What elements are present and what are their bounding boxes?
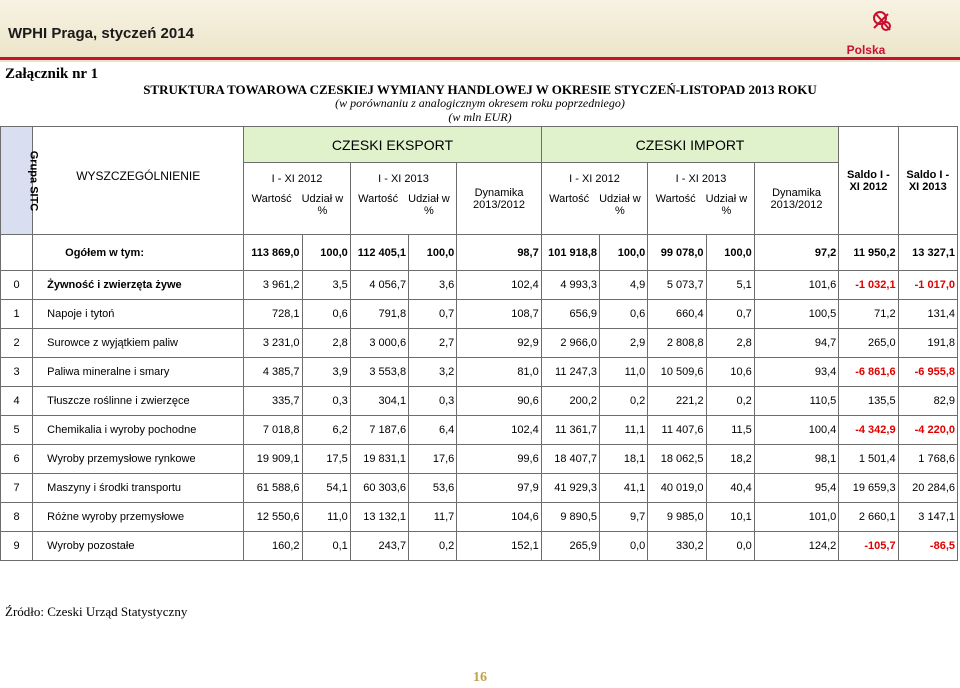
cell-value: 100,0 — [302, 235, 350, 271]
cell-value: 3 231,0 — [244, 329, 302, 358]
cell-label: Ogółem w tym: — [33, 235, 244, 271]
cell-value: 243,7 — [350, 532, 408, 561]
cell-value: 7 187,6 — [350, 416, 408, 445]
cell-group — [1, 235, 33, 271]
table-row — [1, 300, 958, 329]
cell-value: 101,0 — [754, 503, 838, 532]
cell-value: 102,4 — [457, 271, 541, 300]
cell-sitc-code: 5 — [1, 416, 33, 445]
cell-value: 19 831,1 — [350, 445, 408, 474]
col-udzial: Udział w % — [408, 193, 450, 217]
cell-value: 2,7 — [409, 329, 457, 358]
cell-sitc-code: 2 — [1, 329, 33, 358]
table-row — [1, 474, 958, 503]
cell-sitc-code: 4 — [1, 387, 33, 416]
cell-value: 160,2 — [244, 532, 302, 561]
cell-value: 2 808,8 — [648, 329, 706, 358]
doc-unit: (w mln EUR) — [448, 110, 512, 124]
header-wyszczegolnienie: WYSZCZEGÓLNIENIE — [33, 127, 244, 235]
cell-value: 2,8 — [706, 329, 754, 358]
cell-value: 40,4 — [706, 474, 754, 503]
cell-value: 54,1 — [302, 474, 350, 503]
doc-title: STRUKTURA TOWAROWA CZESKIEJ WYMIANY HANDLOWEJ W OKRESIE STYCZEŃ-LISTOPAD 2013 ROKU — [143, 82, 817, 97]
cell-value: 100,5 — [754, 300, 838, 329]
cell-value: 60 303,6 — [350, 474, 408, 503]
cell-value: 99 078,0 — [648, 235, 706, 271]
cell-label: Żywność i zwierzęta żywe — [33, 271, 244, 300]
cell-value: 660,4 — [648, 300, 706, 329]
header-export: CZESKI EKSPORT — [244, 127, 542, 163]
col-wartosc: Wartość — [655, 193, 696, 205]
cell-value: 53,6 — [409, 474, 457, 503]
cell-value: 131,4 — [898, 300, 957, 329]
cell-value: 18,1 — [600, 445, 648, 474]
cell-value: 95,4 — [754, 474, 838, 503]
page-number: 16 — [473, 670, 487, 685]
cell-value: 71,2 — [839, 300, 898, 329]
cell-value: 13 327,1 — [898, 235, 957, 271]
cell-value: 18 062,5 — [648, 445, 706, 474]
cell-sitc-code: 9 — [1, 532, 33, 561]
header-export-dynamika: Dynamika 2013/2012 — [457, 163, 541, 235]
cell-value: 3 961,2 — [244, 271, 302, 300]
cell-value: 330,2 — [648, 532, 706, 561]
cell-value: -6 861,6 — [839, 358, 898, 387]
header-saldo-2013: Saldo I - XI 2013 — [898, 127, 957, 235]
cell-value: 0,6 — [302, 300, 350, 329]
table-row — [1, 445, 958, 474]
cell-value: 304,1 — [350, 387, 408, 416]
header-import-dynamika: Dynamika 2013/2012 — [754, 163, 838, 235]
cell-value: 98,1 — [754, 445, 838, 474]
cell-value: 13 132,1 — [350, 503, 408, 532]
header-import: CZESKI IMPORT — [541, 127, 839, 163]
cell-value: 17,5 — [302, 445, 350, 474]
cell-value: 0,2 — [706, 387, 754, 416]
cell-value: 200,2 — [541, 387, 599, 416]
cell-value: 40 019,0 — [648, 474, 706, 503]
cell-value: 11 247,3 — [541, 358, 599, 387]
cell-label: Wyroby przemysłowe rynkowe — [33, 445, 244, 474]
col-wartosc: Wartość — [358, 193, 399, 205]
cell-sitc-code: 1 — [1, 300, 33, 329]
table-row-total — [1, 235, 958, 271]
cell-value: 101,6 — [754, 271, 838, 300]
cell-value: 11,0 — [600, 358, 648, 387]
cell-value: 41 929,3 — [541, 474, 599, 503]
cell-value: 11,0 — [302, 503, 350, 532]
cell-value: 4 993,3 — [541, 271, 599, 300]
cell-value: 20 284,6 — [898, 474, 957, 503]
cell-label: Surowce z wyjątkiem paliw — [33, 329, 244, 358]
cell-value: 61 588,6 — [244, 474, 302, 503]
cell-value: -6 955,8 — [898, 358, 957, 387]
cell-value: 3,5 — [302, 271, 350, 300]
cell-value: 124,2 — [754, 532, 838, 561]
cell-value: 0,2 — [600, 387, 648, 416]
trade-table — [0, 126, 958, 561]
cell-value: 3,2 — [409, 358, 457, 387]
cell-value: 152,1 — [457, 532, 541, 561]
source-note: Źródło: Czeski Urząd Statystyczny — [5, 604, 188, 619]
cell-value: 100,0 — [600, 235, 648, 271]
cell-value: 265,0 — [839, 329, 898, 358]
cell-value: 2,9 — [600, 329, 648, 358]
cell-value: 108,7 — [457, 300, 541, 329]
cell-value: 100,0 — [706, 235, 754, 271]
cell-value: 11 361,7 — [541, 416, 599, 445]
cell-sitc-code: 3 — [1, 358, 33, 387]
cell-value: 11 407,6 — [648, 416, 706, 445]
cell-value: 10 509,6 — [648, 358, 706, 387]
cell-value: 0,3 — [302, 387, 350, 416]
cell-value: 10,6 — [706, 358, 754, 387]
cell-value: 17,6 — [409, 445, 457, 474]
cell-label: Paliwa mineralne i smary — [33, 358, 244, 387]
cell-value: 3 000,6 — [350, 329, 408, 358]
cell-value: 93,4 — [754, 358, 838, 387]
cell-value: 656,9 — [541, 300, 599, 329]
cell-value: 9,7 — [600, 503, 648, 532]
cell-value: 135,5 — [839, 387, 898, 416]
col-udzial: Udział w % — [705, 193, 748, 217]
cell-value: 0,7 — [409, 300, 457, 329]
cell-value: 1 501,4 — [839, 445, 898, 474]
cell-value: 100,0 — [409, 235, 457, 271]
cell-value: 0,0 — [600, 532, 648, 561]
cell-value: 0,7 — [706, 300, 754, 329]
cell-value: 81,0 — [457, 358, 541, 387]
polska-logo — [836, 4, 896, 59]
cell-value: 99,6 — [457, 445, 541, 474]
header-divider — [0, 57, 960, 60]
table-row — [1, 271, 958, 300]
cell-value: 102,4 — [457, 416, 541, 445]
cell-sitc-code: 8 — [1, 503, 33, 532]
cell-value: 0,1 — [302, 532, 350, 561]
header-title: WPHI Praga, styczeń 2014 — [8, 25, 194, 42]
col-udzial: Udział w % — [301, 193, 344, 217]
logo-text: Polska — [846, 43, 886, 57]
cell-value: 11 950,2 — [839, 235, 898, 271]
cell-value: 7 018,8 — [244, 416, 302, 445]
cell-sitc-code: 6 — [1, 445, 33, 474]
cell-value: 101 918,8 — [541, 235, 599, 271]
cell-value: 90,6 — [457, 387, 541, 416]
cell-value: 3,9 — [302, 358, 350, 387]
col-wartosc: Wartość — [549, 193, 590, 205]
table-row — [1, 329, 958, 358]
cell-value: 2,8 — [302, 329, 350, 358]
cell-value: 4 056,7 — [350, 271, 408, 300]
cell-value: 92,9 — [457, 329, 541, 358]
cell-value: 11,1 — [600, 416, 648, 445]
table-row — [1, 358, 958, 387]
doc-subtitle: (w porównaniu z analogicznym okresem roku poprzedniego) — [335, 96, 625, 110]
header-saldo-2012: Saldo I - XI 2012 — [839, 127, 898, 235]
cell-value: 3 147,1 — [898, 503, 957, 532]
cell-value: 94,7 — [754, 329, 838, 358]
cell-value: -1 017,0 — [898, 271, 957, 300]
cell-sitc-code: 0 — [1, 271, 33, 300]
col-udzial: Udział w % — [599, 193, 641, 217]
annex-label: Załącznik nr 1 — [5, 66, 99, 82]
cell-value: 5,1 — [706, 271, 754, 300]
cell-value: -86,5 — [898, 532, 957, 561]
cell-value: 110,5 — [754, 387, 838, 416]
cell-value: 113 869,0 — [244, 235, 302, 271]
cell-value: 2 966,0 — [541, 329, 599, 358]
header-import-2012: I - XI 2012 Wartość Udział w % — [541, 163, 648, 235]
cell-value: 4,9 — [600, 271, 648, 300]
cell-value: 11,5 — [706, 416, 754, 445]
cell-value: -4 220,0 — [898, 416, 957, 445]
cell-value: 3 553,8 — [350, 358, 408, 387]
cell-label: Tłuszcze roślinne i zwierzęce — [33, 387, 244, 416]
cell-value: 19 909,1 — [244, 445, 302, 474]
cell-value: 9 985,0 — [648, 503, 706, 532]
cell-value: 221,2 — [648, 387, 706, 416]
cell-value: 3,6 — [409, 271, 457, 300]
header-export-2013: I - XI 2013 Wartość Udział w % — [350, 163, 457, 235]
header-export-2012: I - XI 2012 Wartość Udział w % — [244, 163, 351, 235]
cell-value: 2 660,1 — [839, 503, 898, 532]
table-row — [1, 503, 958, 532]
cell-value: 12 550,6 — [244, 503, 302, 532]
group-sitc-header: Grupa SITC — [1, 127, 33, 235]
cell-value: 104,6 — [457, 503, 541, 532]
cell-value: 97,9 — [457, 474, 541, 503]
cell-value: 18,2 — [706, 445, 754, 474]
table-row — [1, 532, 958, 561]
table-row — [1, 416, 958, 445]
table-row — [1, 387, 958, 416]
cell-value: 97,2 — [754, 235, 838, 271]
cell-value: 41,1 — [600, 474, 648, 503]
cell-value: 728,1 — [244, 300, 302, 329]
cell-value: 98,7 — [457, 235, 541, 271]
cell-value: -4 342,9 — [839, 416, 898, 445]
cell-value: 18 407,7 — [541, 445, 599, 474]
cell-value: 10,1 — [706, 503, 754, 532]
cell-label: Napoje i tytoń — [33, 300, 244, 329]
cell-value: 100,4 — [754, 416, 838, 445]
cell-label: Różne wyroby przemysłowe — [33, 503, 244, 532]
cell-value: 5 073,7 — [648, 271, 706, 300]
header-bar — [0, 0, 960, 62]
cell-value: 0,2 — [409, 532, 457, 561]
cell-sitc-code: 7 — [1, 474, 33, 503]
cell-value: 9 890,5 — [541, 503, 599, 532]
cell-label: Maszyny i środki transportu — [33, 474, 244, 503]
cell-label: Wyroby pozostałe — [33, 532, 244, 561]
cell-value: 19 659,3 — [839, 474, 898, 503]
cell-value: 11,7 — [409, 503, 457, 532]
col-wartosc: Wartość — [251, 193, 292, 205]
cell-value: -105,7 — [839, 532, 898, 561]
cell-value: 1 768,6 — [898, 445, 957, 474]
cell-value: 82,9 — [898, 387, 957, 416]
cell-value: 191,8 — [898, 329, 957, 358]
cell-value: 0,3 — [409, 387, 457, 416]
cell-value: 0,6 — [600, 300, 648, 329]
cell-value: -1 032,1 — [839, 271, 898, 300]
cell-value: 6,2 — [302, 416, 350, 445]
cell-value: 6,4 — [409, 416, 457, 445]
cell-value: 4 385,7 — [244, 358, 302, 387]
cell-value: 265,9 — [541, 532, 599, 561]
cell-value: 0,0 — [706, 532, 754, 561]
cell-label: Chemikalia i wyroby pochodne — [33, 416, 244, 445]
cell-value: 791,8 — [350, 300, 408, 329]
cell-value: 335,7 — [244, 387, 302, 416]
cell-value: 112 405,1 — [350, 235, 408, 271]
header-import-2013: I - XI 2013 Wartość Udział w % — [648, 163, 755, 235]
